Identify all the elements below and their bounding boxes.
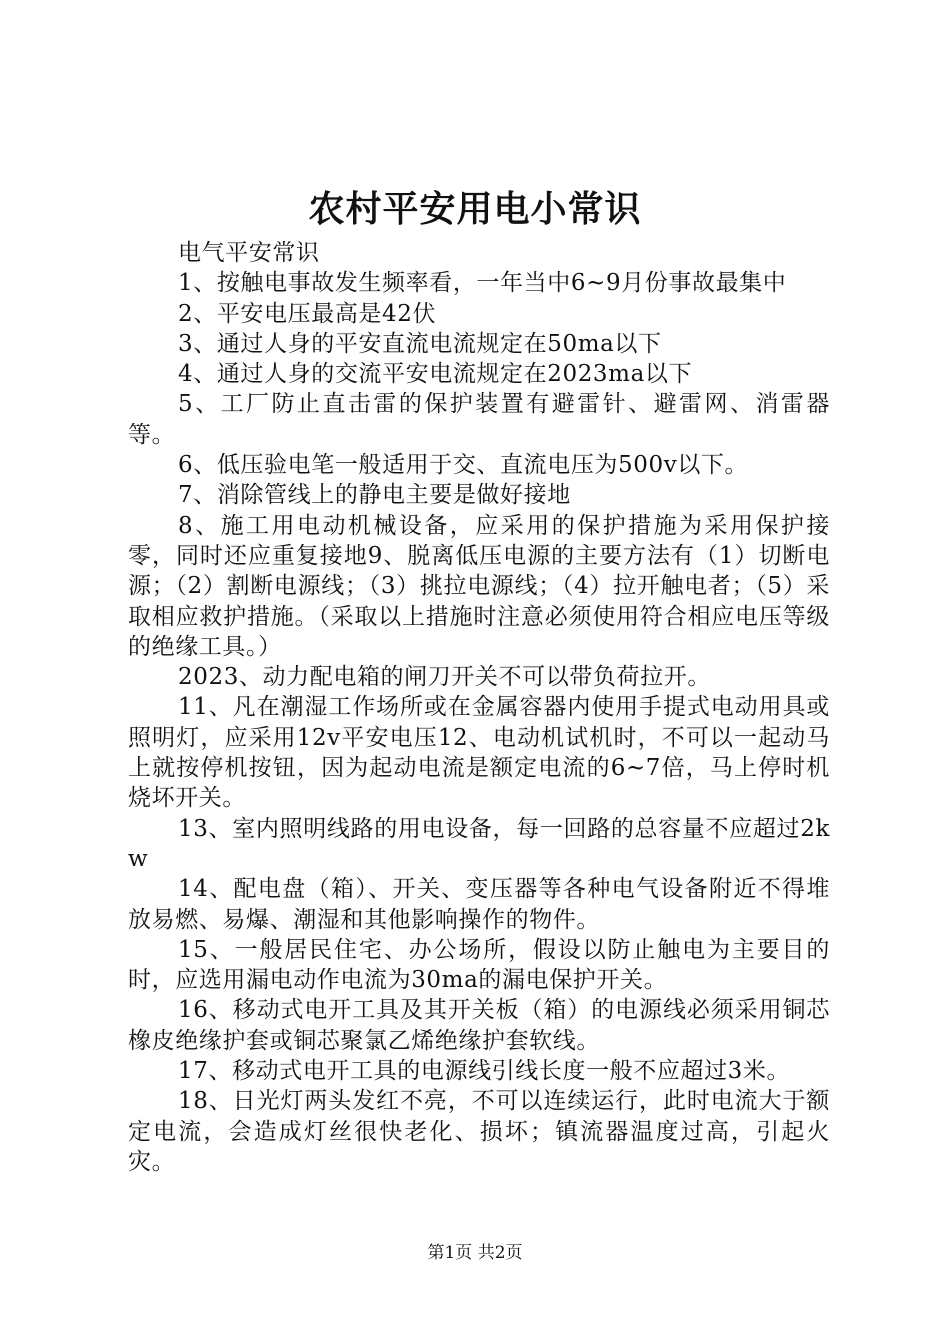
paragraph: 14、配电盘（箱）、开关、变压器等各种电气设备附近不得堆放易燃、易爆、潮湿和其他影响操作的物件。	[128, 876, 830, 933]
page-number-footer: 第1页 共2页	[427, 1243, 523, 1263]
paragraph: 16、移动式电开工具及其开关板（箱）的电源线必须采用铜芯橡皮绝缘护套或铜芯聚氯乙烯绝缘护套软线。	[128, 997, 830, 1054]
paragraph: 7、消除管线上的静电主要是做好接地	[178, 482, 571, 509]
document-body	[128, 238, 830, 1177]
section-heading: 电气平安常识	[178, 240, 320, 266]
page-title: 农村平安用电小常识	[308, 188, 642, 230]
paragraph: 13、室内照明线路的用电设备，每一回路的总容量不应超过2kw	[128, 815, 830, 872]
paragraph: 15、一般居民住宅、办公场所，假设以防止触电为主要目的时，应选用漏电动作电流为30ma的漏电保护开关。	[128, 936, 830, 994]
paragraph: 11、凡在潮湿工作场所或在金属容器内使用手提式电动用具或照明灯，应采用12v平安电压12、电动机试机时，不可以一起动马上就按停机按钮，因为起动电流是额定电流的6~7倍，马上停时机烧坏开关。	[128, 694, 830, 812]
paragraph: 17、移动式电开工具的电源线引线长度一般不应超过3米。	[178, 1058, 791, 1085]
paragraph: 2、平安电压最高是42伏	[178, 300, 437, 327]
paragraph: 18、日光灯两头发红不亮，不可以连续运行，此时电流大于额定电流，会造成灯丝很快老化、损坏；镇流器温度过高，引起火灾。	[128, 1088, 830, 1175]
paragraph: 6、低压验电笔一般适用于交、直流电压为500v以下。	[178, 452, 749, 479]
paragraph: 5、工厂防止直击雷的保护装置有避雷针、避雷网、消雷器等。	[128, 391, 830, 448]
paragraph: 4、通过人身的交流平安电流规定在2023ma以下	[178, 361, 693, 388]
paragraph: 3、通过人身的平安直流电流规定在50ma以下	[178, 330, 662, 357]
paragraph: 8、施工用电动机械设备，应采用的保护措施为采用保护接零，同时还应重复接地9、脱离低压电源的主要方法有（1）切断电源；（2）割断电源线；（3）挑拉电源线；（4）拉开触电者；（5）采取相应救护措施。（采取以上措施时注意必须使用符合相应电压等级的绝缘工具。）	[128, 512, 830, 660]
paragraph: 2023、动力配电箱的闸刀开关不可以带负荷拉开。	[178, 664, 711, 691]
paragraph: 1、按触电事故发生频率看，一年当中6~9月份事故最集中	[178, 270, 787, 297]
